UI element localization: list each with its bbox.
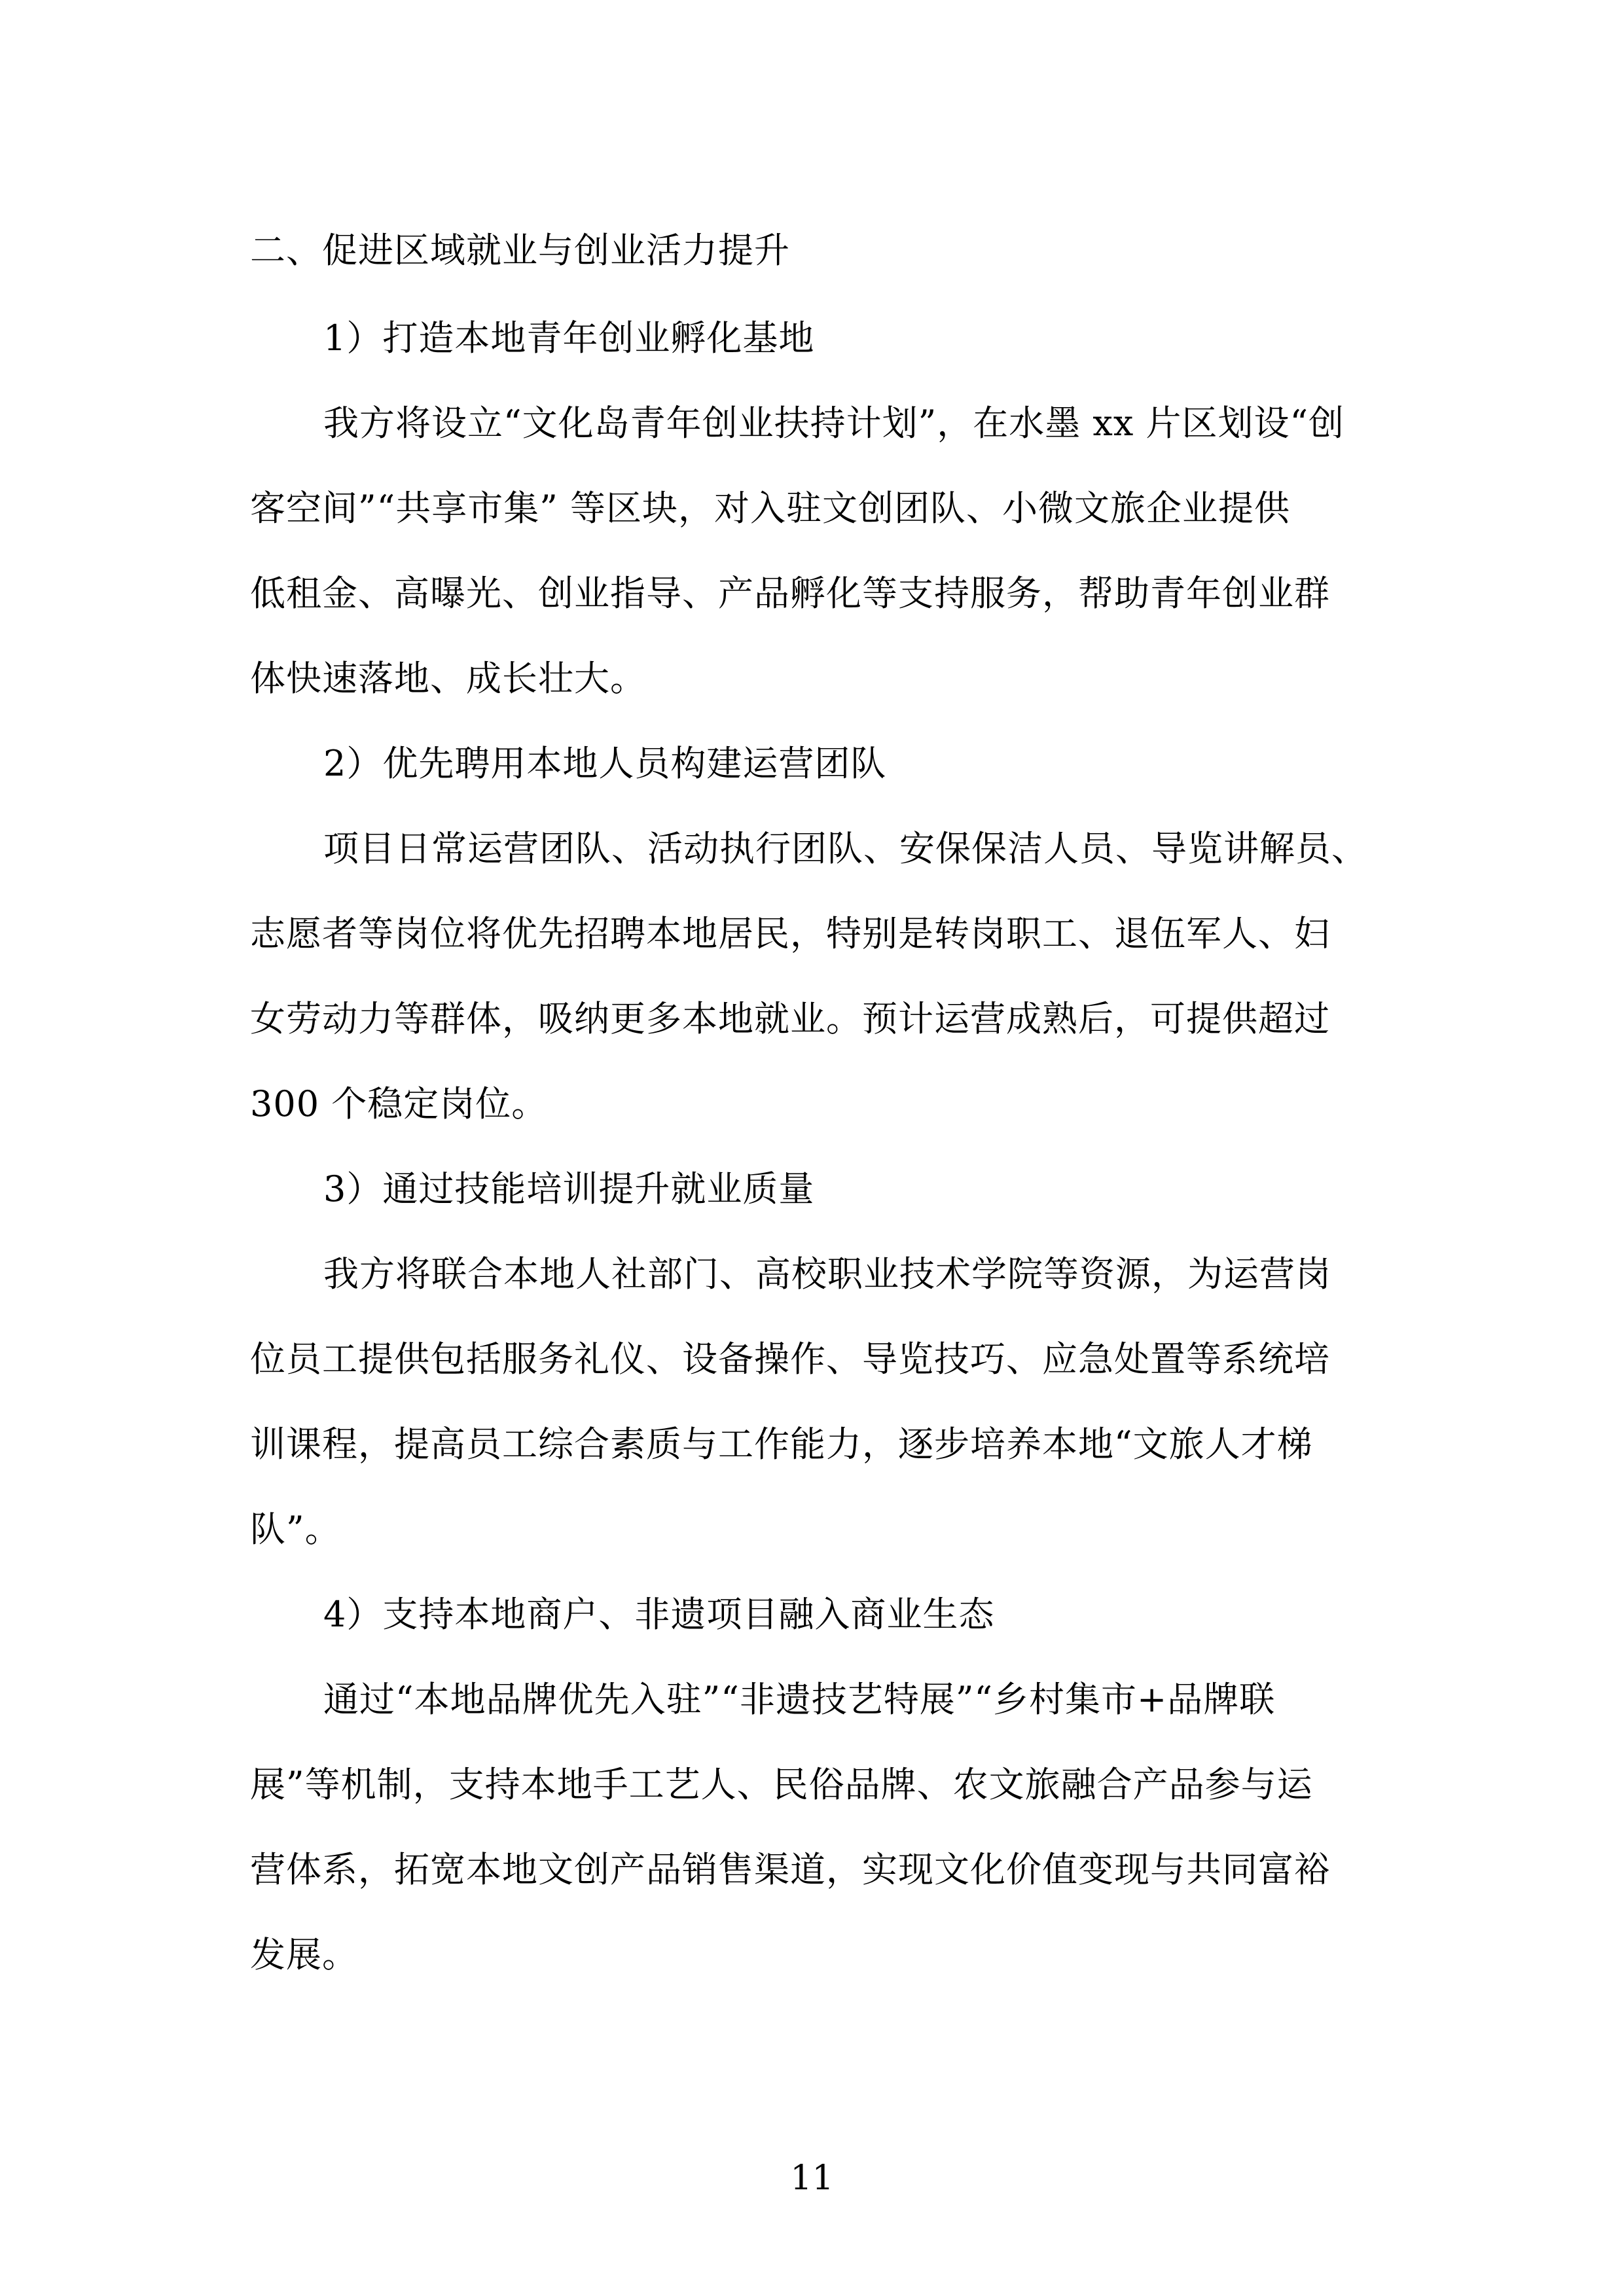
paragraph-line: 发展。 bbox=[250, 1934, 358, 1975]
paragraph-line: 志愿者等岗位将优先招聘本地居民，特别是转岗职工、退伍军人、妇 bbox=[250, 913, 1330, 954]
page-number: 11 bbox=[790, 2159, 834, 2198]
paragraph-line: 体快速落地、成长壮大。 bbox=[250, 658, 646, 699]
subsection-heading: 2）优先聘用本地人员构建运营团队 bbox=[323, 743, 887, 784]
paragraph-line: 项目日常运营团队、活动执行团队、安保保洁人员、导览讲解员、 bbox=[323, 828, 1367, 869]
subsection-heading: 3）通过技能培训提升就业质量 bbox=[323, 1168, 815, 1210]
paragraph-line: 我方将联合本地人社部门、高校职业技术学院等资源，为运营岗 bbox=[323, 1253, 1331, 1295]
paragraph-line: 训课程，提高员工综合素质与工作能力，逐步培养本地“文旅人才梯 bbox=[250, 1424, 1313, 1465]
subsection-heading: 4）支持本地商户、非遗项目融入商业生态 bbox=[323, 1594, 995, 1635]
paragraph-line: 通过“本地品牌优先入驻”“非遗技艺特展”“乡村集市+品牌联 bbox=[323, 1679, 1276, 1720]
paragraph-line: 客空间”“共享市集” 等区块，对入驻文创团队、小微文旅企业提供 bbox=[250, 488, 1290, 529]
paragraph-line: 女劳动力等群体，吸纳更多本地就业。预计运营成熟后，可提供超过 bbox=[250, 998, 1330, 1039]
paragraph-line: 位员工提供包括服务礼仪、设备操作、导览技巧、应急处置等系统培 bbox=[250, 1338, 1330, 1380]
paragraph-line: 队”。 bbox=[250, 1509, 341, 1550]
subsection-1 bbox=[250, 296, 1389, 721]
paragraph-line: 300 个稳定岗位。 bbox=[250, 1083, 548, 1124]
document-body bbox=[250, 208, 1389, 1998]
paragraph-line: 我方将设立“文化岛青年创业扶持计划”，在水墨 xx 片区划设“创 bbox=[323, 403, 1345, 444]
paragraph-line: 展”等机制，支持本地手工艺人、民俗品牌、农文旅融合产品参与运 bbox=[250, 1764, 1313, 1805]
subsection-4 bbox=[250, 1572, 1389, 1998]
section-title: 二、促进区域就业与创业活力提升 bbox=[250, 230, 790, 271]
subsection-3 bbox=[250, 1147, 1389, 1572]
subsection-heading: 1）打造本地青年创业孵化基地 bbox=[323, 317, 815, 359]
paragraph-line: 营体系，拓宽本地文创产品销售渠道，实现文化价值变现与共同富裕 bbox=[250, 1849, 1330, 1890]
paragraph-line: 低租金、高曝光、创业指导、产品孵化等支持服务，帮助青年创业群 bbox=[250, 573, 1330, 614]
subsection-2 bbox=[250, 721, 1389, 1147]
